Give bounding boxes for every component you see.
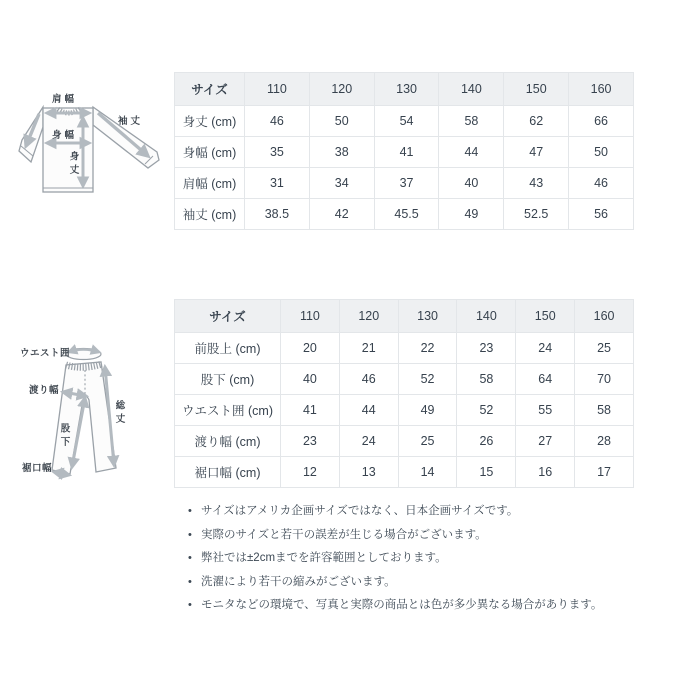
size-column-header: 150 [504, 73, 569, 106]
value-cell: 21 [339, 333, 398, 364]
table-row [175, 199, 634, 230]
note-item: • 実際のサイズと若干の誤差が生じる場合がございます。 [187, 529, 637, 542]
value-cell: 52 [398, 364, 457, 395]
shoulder-width-label: 肩幅 [52, 94, 78, 105]
value-cell: 52 [457, 395, 516, 426]
value-cell: 20 [281, 333, 340, 364]
value-cell: 35 [245, 137, 310, 168]
note-item: • 弊社では±2cmまでを許容範囲としております。 [187, 552, 637, 565]
value-cell: 49 [439, 199, 504, 230]
header-row [175, 300, 634, 333]
value-cell: 24 [516, 333, 575, 364]
value-cell: 17 [575, 457, 634, 488]
measurement-label-cell: 袖丈 (cm) [175, 199, 245, 230]
value-cell: 23 [281, 426, 340, 457]
value-cell: 44 [339, 395, 398, 426]
size-column-header: 160 [569, 73, 634, 106]
value-cell: 46 [569, 168, 634, 199]
note-item: • モニタなどの環境で、写真と実際の商品とは色が多少異なる場合があります。 [187, 599, 637, 612]
value-cell: 46 [245, 106, 310, 137]
table-row [175, 137, 634, 168]
value-cell: 22 [398, 333, 457, 364]
size-column-header: 150 [516, 300, 575, 333]
value-cell: 58 [575, 395, 634, 426]
value-cell: 45.5 [374, 199, 439, 230]
measurement-label-cell: 身丈 (cm) [175, 106, 245, 137]
notes-list [187, 505, 637, 623]
value-cell: 50 [569, 137, 634, 168]
measurement-label-cell: 股下 (cm) [175, 364, 281, 395]
measurement-label-cell: 身幅 (cm) [175, 137, 245, 168]
measurement-label-cell: 裾口幅 (cm) [175, 457, 281, 488]
value-cell: 15 [457, 457, 516, 488]
value-cell: 49 [398, 395, 457, 426]
value-cell: 64 [516, 364, 575, 395]
value-cell: 66 [569, 106, 634, 137]
measurement-label-cell: 前股上 (cm) [175, 333, 281, 364]
value-cell: 50 [309, 106, 374, 137]
value-cell: 25 [398, 426, 457, 457]
body-width-label: 身幅 [52, 130, 78, 141]
value-cell: 40 [439, 168, 504, 199]
value-cell: 41 [374, 137, 439, 168]
sleeve-length-label: 袖丈 [118, 116, 144, 127]
value-cell: 38.5 [245, 199, 310, 230]
size-header-cell: サイズ [175, 300, 281, 333]
value-cell: 55 [516, 395, 575, 426]
hem-width-label: 裾口幅 [22, 463, 53, 474]
shirt-line-art [18, 94, 163, 202]
value-cell: 43 [504, 168, 569, 199]
value-cell: 26 [457, 426, 516, 457]
inseam-label: 股下 [58, 423, 70, 450]
table-row [175, 333, 634, 364]
bottoms-size-table [174, 299, 634, 488]
size-column-header: 130 [374, 73, 439, 106]
pants-measurement-diagram [15, 340, 170, 485]
size-column-header: 140 [439, 73, 504, 106]
note-item: • サイズはアメリカ企画サイズではなく、日本企画サイズです。 [187, 505, 637, 518]
value-cell: 13 [339, 457, 398, 488]
value-cell: 62 [504, 106, 569, 137]
table-row [175, 457, 634, 488]
value-cell: 27 [516, 426, 575, 457]
value-cell: 24 [339, 426, 398, 457]
value-cell: 31 [245, 168, 310, 199]
value-cell: 44 [439, 137, 504, 168]
value-cell: 70 [575, 364, 634, 395]
table-row [175, 395, 634, 426]
measurement-label-cell: 渡り幅 (cm) [175, 426, 281, 457]
size-column-header: 160 [575, 300, 634, 333]
header-row [175, 73, 634, 106]
shirt-body [43, 108, 93, 192]
size-header-cell: サイズ [175, 73, 245, 106]
value-cell: 16 [516, 457, 575, 488]
value-cell: 56 [569, 199, 634, 230]
measurement-label-cell: 肩幅 (cm) [175, 168, 245, 199]
size-column-header: 120 [309, 73, 374, 106]
value-cell: 28 [575, 426, 634, 457]
value-cell: 38 [309, 137, 374, 168]
value-cell: 12 [281, 457, 340, 488]
value-cell: 25 [575, 333, 634, 364]
value-cell: 42 [309, 199, 374, 230]
table-row [175, 106, 634, 137]
value-cell: 14 [398, 457, 457, 488]
value-cell: 41 [281, 395, 340, 426]
table-row [175, 426, 634, 457]
value-cell: 23 [457, 333, 516, 364]
value-cell: 46 [339, 364, 398, 395]
table-row [175, 364, 634, 395]
value-cell: 37 [374, 168, 439, 199]
table-row [175, 168, 634, 199]
size-column-header: 130 [398, 300, 457, 333]
value-cell: 34 [309, 168, 374, 199]
waist-label: ウエスト囲 [20, 348, 71, 359]
note-item: • 洗濯により若干の縮みがございます。 [187, 576, 637, 589]
value-cell: 52.5 [504, 199, 569, 230]
value-cell: 47 [504, 137, 569, 168]
size-column-header: 140 [457, 300, 516, 333]
shirt-measurement-diagram [18, 94, 163, 202]
measurement-label-cell: ウエスト囲 (cm) [175, 395, 281, 426]
thigh-width-label: 渡り幅 [29, 385, 60, 396]
total-length-label: 総丈 [113, 400, 125, 427]
tops-size-table [174, 72, 634, 230]
body-length-label: 身丈 [67, 151, 79, 178]
value-cell: 58 [457, 364, 516, 395]
size-column-header: 120 [339, 300, 398, 333]
value-cell: 58 [439, 106, 504, 137]
value-cell: 40 [281, 364, 340, 395]
size-column-header: 110 [281, 300, 340, 333]
size-column-header: 110 [245, 73, 310, 106]
value-cell: 54 [374, 106, 439, 137]
